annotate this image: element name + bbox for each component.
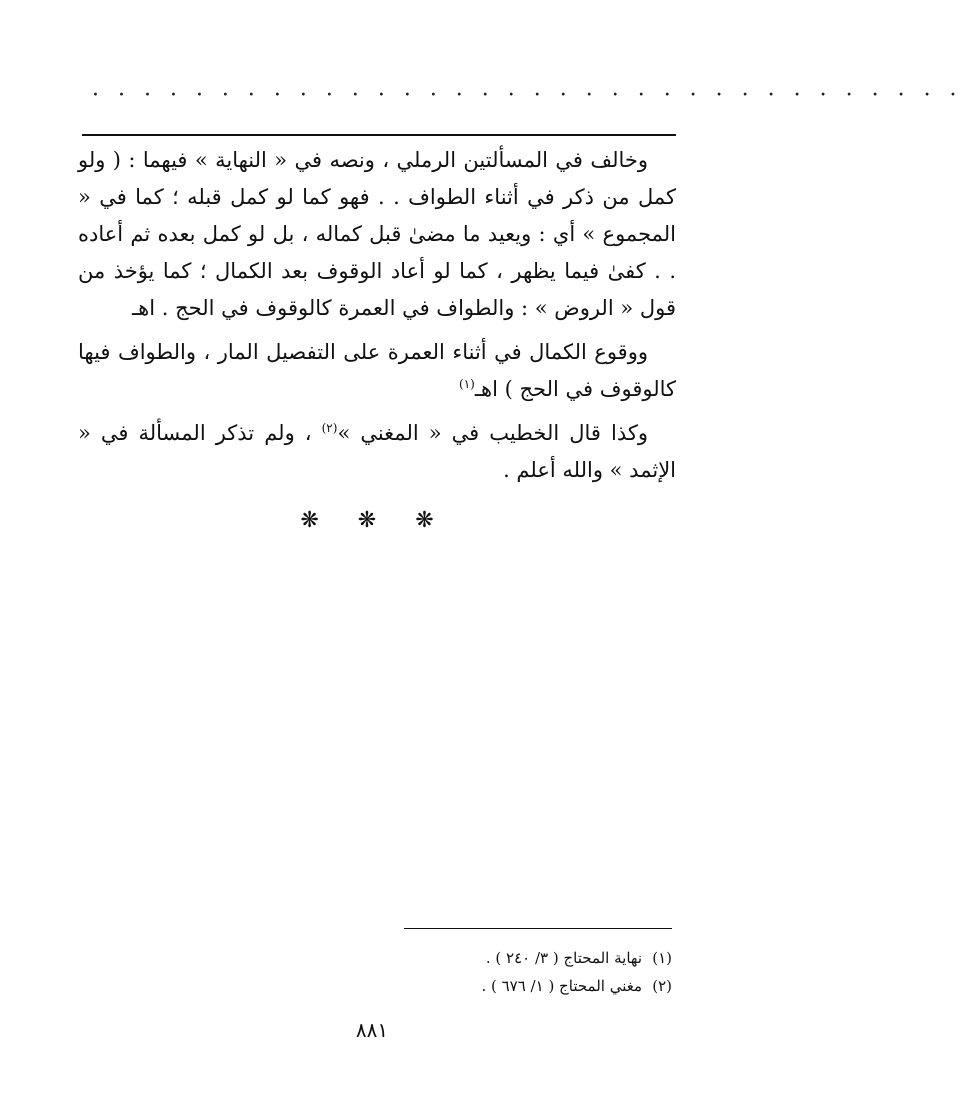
footnote-item-2 [300, 972, 672, 1000]
header-rule [82, 134, 676, 136]
paragraph-2-text: ووقوع الكمال في أثناء العمرة على التفصيل المار ، والطواف فيها كالوقوف في الحج ) اهـ [78, 340, 676, 401]
paragraph-1: وخالف في المسألتين الرملي ، ونصه في « النهاية » فيهما : ( ولو كمل من ذكر في أثناء الطواف . . فهو كما لو كمل قبله ؛ كما في « المجموع » أي : ويعيد ما مضىٰ قبل كماله ، بل لو كمل بعده ثم أعاده . . كفىٰ فيما يظهر ، كما لو أعاد الوقوف بعد الكمال ؛ كما يؤخذ من قول « الروض » : والطواف في العمرة كالوقوف في الحج . اهـ [78, 148, 676, 320]
paragraph-3 [78, 415, 676, 489]
footnote-marker-1[interactable]: (١) [459, 377, 475, 391]
page-number: ٨٨١ [355, 1018, 389, 1042]
footnote-text-1: نهاية المحتاج ( ٣/ ٢٤٠ ) . [485, 949, 642, 967]
footnote-rule [404, 928, 672, 929]
section-separator-stars: ❋ ❋ ❋ [300, 508, 450, 533]
footnote-marker-2[interactable]: (٢) [321, 421, 338, 435]
footnote-item-1 [300, 944, 672, 972]
footnote-text-2: مغني المحتاج ( ١/ ٦٧٦ ) . [481, 977, 642, 995]
header-dotted-line: · · · · · · · · · · · · · · · · · · · · · · · · · · · · · · · · · · [92, 83, 963, 108]
body-text [78, 142, 676, 496]
footnotes [300, 944, 672, 1000]
footnote-number-2: (٢) [652, 977, 672, 995]
paragraph-2 [78, 334, 676, 408]
paragraph-3-text-b: ، ولم تذكر المسألة في « الإثمد » والله أعلم . [78, 421, 676, 482]
paragraph-3-text-a: وكذا قال الخطيب في « المغني » [337, 421, 648, 445]
footnote-number-1: (١) [652, 949, 672, 967]
